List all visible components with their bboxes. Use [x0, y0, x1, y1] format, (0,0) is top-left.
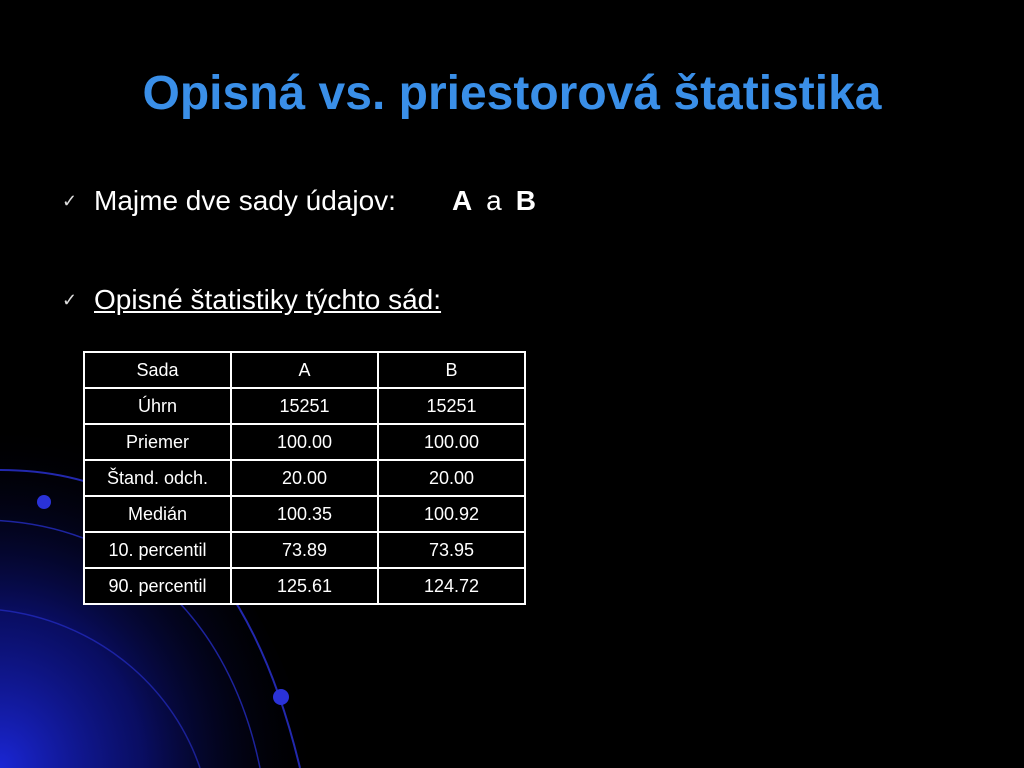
- table-row: [84, 568, 525, 604]
- table-row: [84, 532, 525, 568]
- bullet-text: Majme dve sady údajov:: [94, 185, 396, 216]
- table-cell: 100.92: [378, 496, 525, 532]
- table-cell: 15251: [378, 388, 525, 424]
- table-cell: 125.61: [231, 568, 378, 604]
- conjunction: a: [486, 185, 502, 216]
- row-label-cell: 10. percentil: [84, 532, 231, 568]
- table-cell: 20.00: [231, 460, 378, 496]
- row-label-cell: 90. percentil: [84, 568, 231, 604]
- table-header-cell: A: [231, 352, 378, 388]
- table-cell: 73.95: [378, 532, 525, 568]
- table-row: [84, 424, 525, 460]
- table-row: [84, 388, 525, 424]
- slide-title: Opisná vs. priestorová štatistika: [142, 67, 882, 120]
- table-cell: 100.00: [378, 424, 525, 460]
- table-header-cell: Sada: [84, 352, 231, 388]
- table-cell: 15251: [231, 388, 378, 424]
- table-cell: 100.35: [231, 496, 378, 532]
- set-b-label: B: [515, 185, 536, 216]
- bullet-text: Opisné štatistiky týchto sád:: [94, 284, 442, 315]
- table-cell: 100.00: [231, 424, 378, 460]
- row-label-cell: Medián: [84, 496, 231, 532]
- table-header-row: [84, 352, 525, 388]
- row-label-cell: Priemer: [84, 424, 231, 460]
- check-icon: ✓: [62, 191, 78, 211]
- bullet-datasets: [62, 185, 536, 217]
- bullet-descriptive-stats: [62, 284, 441, 316]
- table-row: [84, 496, 525, 532]
- table-cell: 20.00: [378, 460, 525, 496]
- table-cell: 124.72: [378, 568, 525, 604]
- row-label-cell: Štand. odch.: [84, 460, 231, 496]
- set-a-label: A: [451, 185, 473, 216]
- row-label-cell: Úhrn: [84, 388, 231, 424]
- table-cell: 73.89: [231, 532, 378, 568]
- statistics-table: [83, 351, 526, 605]
- check-icon: ✓: [62, 290, 78, 310]
- table-header-cell: B: [378, 352, 525, 388]
- table-row: [84, 460, 525, 496]
